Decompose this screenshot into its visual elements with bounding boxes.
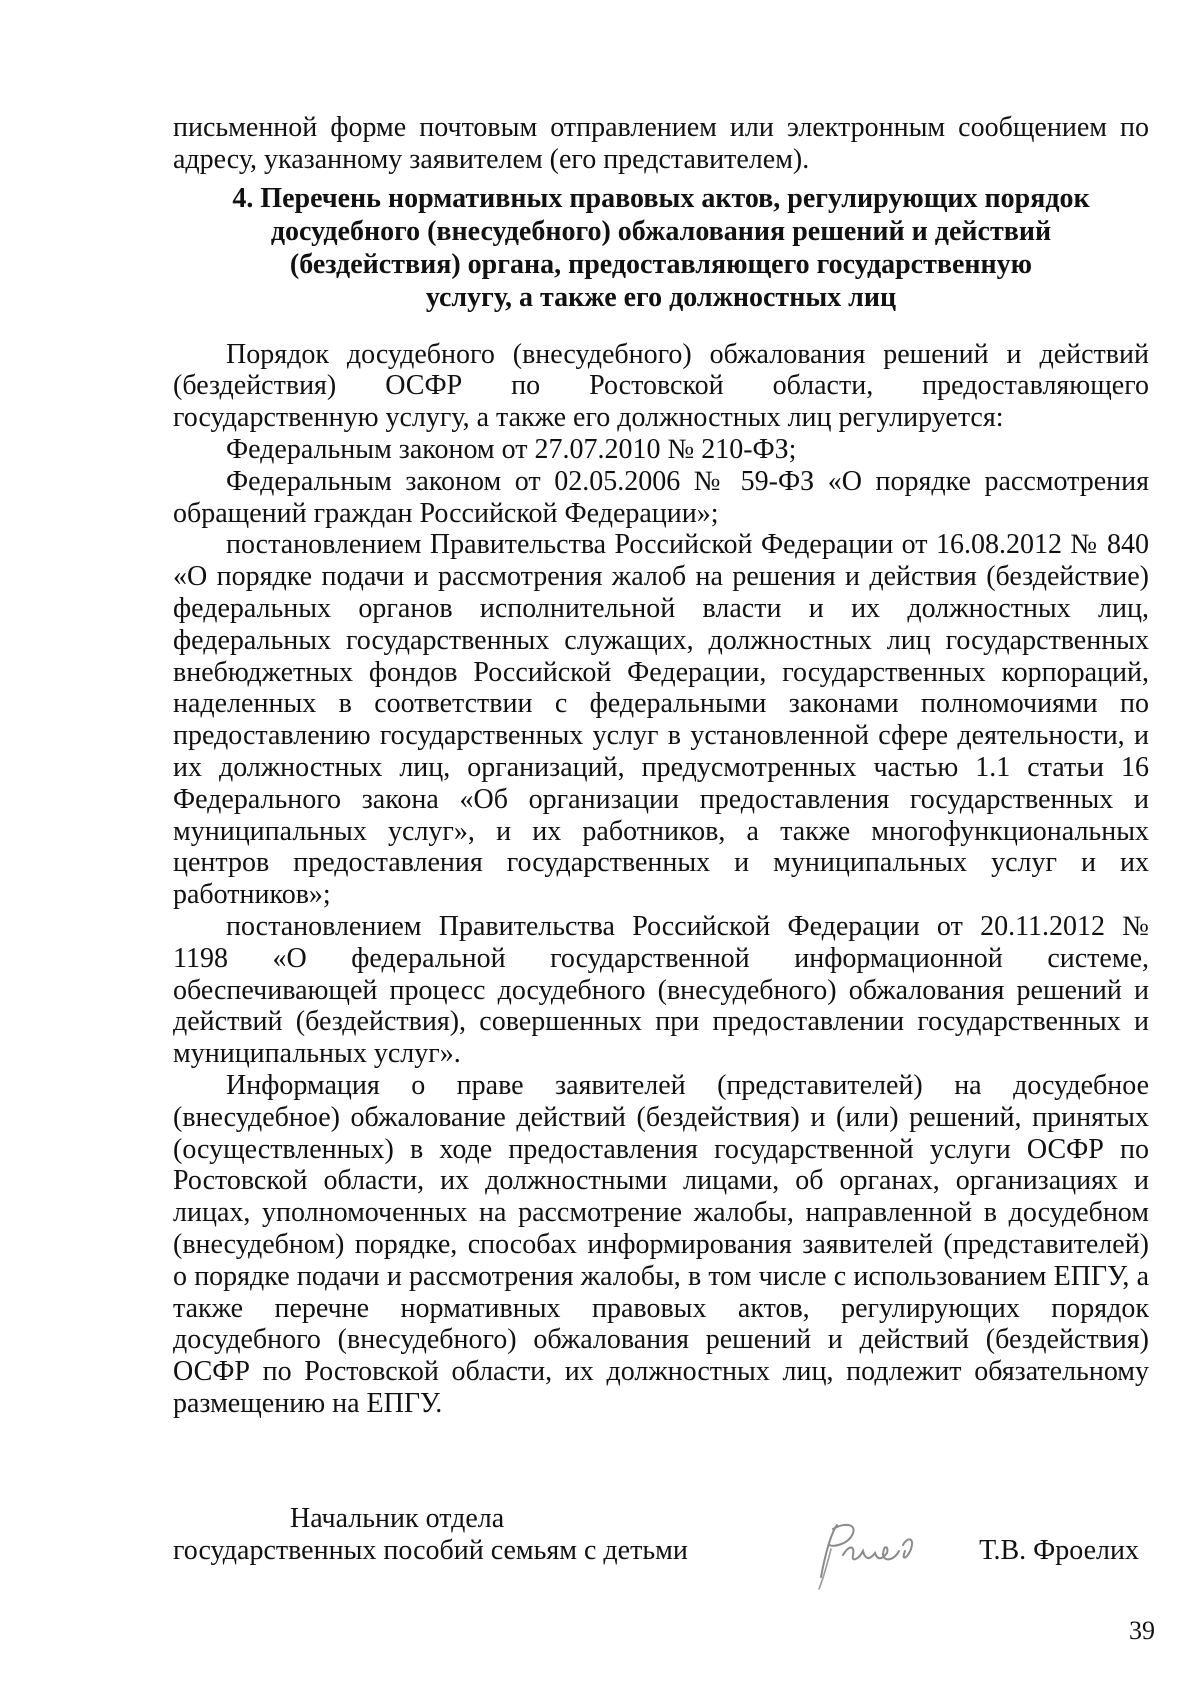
position-line: государственных пособий семьям с детьми: [173, 1535, 688, 1566]
signature-block: [173, 1503, 1149, 1593]
position-line: Начальник отдела: [290, 1503, 505, 1534]
section-heading: [173, 182, 1149, 314]
heading-line: (бездействия) органа, предоставляющего государственную: [289, 248, 1033, 280]
heading-line: 4. Перечень нормативных правовых актов, регулирующих порядок: [232, 182, 1090, 214]
signatory-position: [173, 1503, 688, 1567]
body-paragraph: Федеральным законом от 02.05.2006 № 59-ФЗ «О порядке рассмотрения обращений граждан Российской Федерации»;: [173, 465, 1149, 529]
heading-line: услугу, а также его должностных лиц: [425, 281, 897, 313]
body-paragraph: Федеральным законом от 27.07.2010 № 210-ФЗ;: [226, 433, 797, 465]
handwritten-signature-icon: [803, 1515, 933, 1595]
heading-line: досудебного (внесудебного) обжалования решений и действий: [270, 215, 1052, 247]
continuation-paragraph: письменной форме почтовым отправлением или электронным сообщением по адресу, указанному заявителем (его представителем).: [173, 112, 1149, 175]
document-body: [173, 112, 1149, 1420]
body-paragraph: Порядок досудебного (внесудебного) обжалования решений и действий (бездействия) ОСФР по Ростовской области, предоставляющего государственную услугу, а также его должностных лиц регулируется:: [173, 338, 1149, 434]
body-paragraph: постановлением Правительства Российской Федерации от 16.08.2012 № 840 «О порядке подачи и рассмотрения жалоб на решения и действия (бездействие) федеральных органов исполнительной власти и их должностных лиц, федеральных государственных служащих, должностных лиц государственных внебюджетных фондов Российской Федерации, государственных корпораций, наделенных в соответствии с федеральными законами полномочиями по предоставлению государственных услуг в установленной сфере деятельности, и их должностных лиц, организаций, предусмотренных частью 1.1 статьи 16 Федерального закона «Об организации предоставления государственных и муниципальных услуг», и их работников, а также многофункциональных центров предоставления государственных и муниципальных услуг и их работников»;: [173, 529, 1149, 911]
signatory-name: Т.В. Фроелих: [979, 1535, 1139, 1566]
body-paragraph: постановлением Правительства Российской Федерации от 20.11.2012 № 1198 «О федеральной государственной информационной системе, обеспечивающей процесс досудебного (внесудебного) обжалования решений и действий (бездействия), совершенных при предоставлении государственных и муниципальных услуг».: [173, 910, 1149, 1070]
body-paragraph: Информация о праве заявителей (представителей) на досудебное (внесудебное) обжалование действий (бездействия) и (или) решений, принятых (осуществленных) в ходе предоставления государственной услуги ОСФР по Ростовской области, их должностными лицами, об органах, организациях и лицах, уполномоченных на рассмотрение жалобы, направленной в досудебном (внесудебном) порядке, способах информирования заявителей (представителей) о порядке подачи и рассмотрения жалобы, в том числе с использованием ЕПГУ, а также перечне нормативных правовых актов, регулирующих порядок досудебного (внесудебного) обжалования решений и действий (бездействия) ОСФР по Ростовской области, их должностных лиц, подлежит обязательному размещению на ЕПГУ.: [173, 1069, 1149, 1419]
page-number: 39: [1129, 1616, 1155, 1645]
